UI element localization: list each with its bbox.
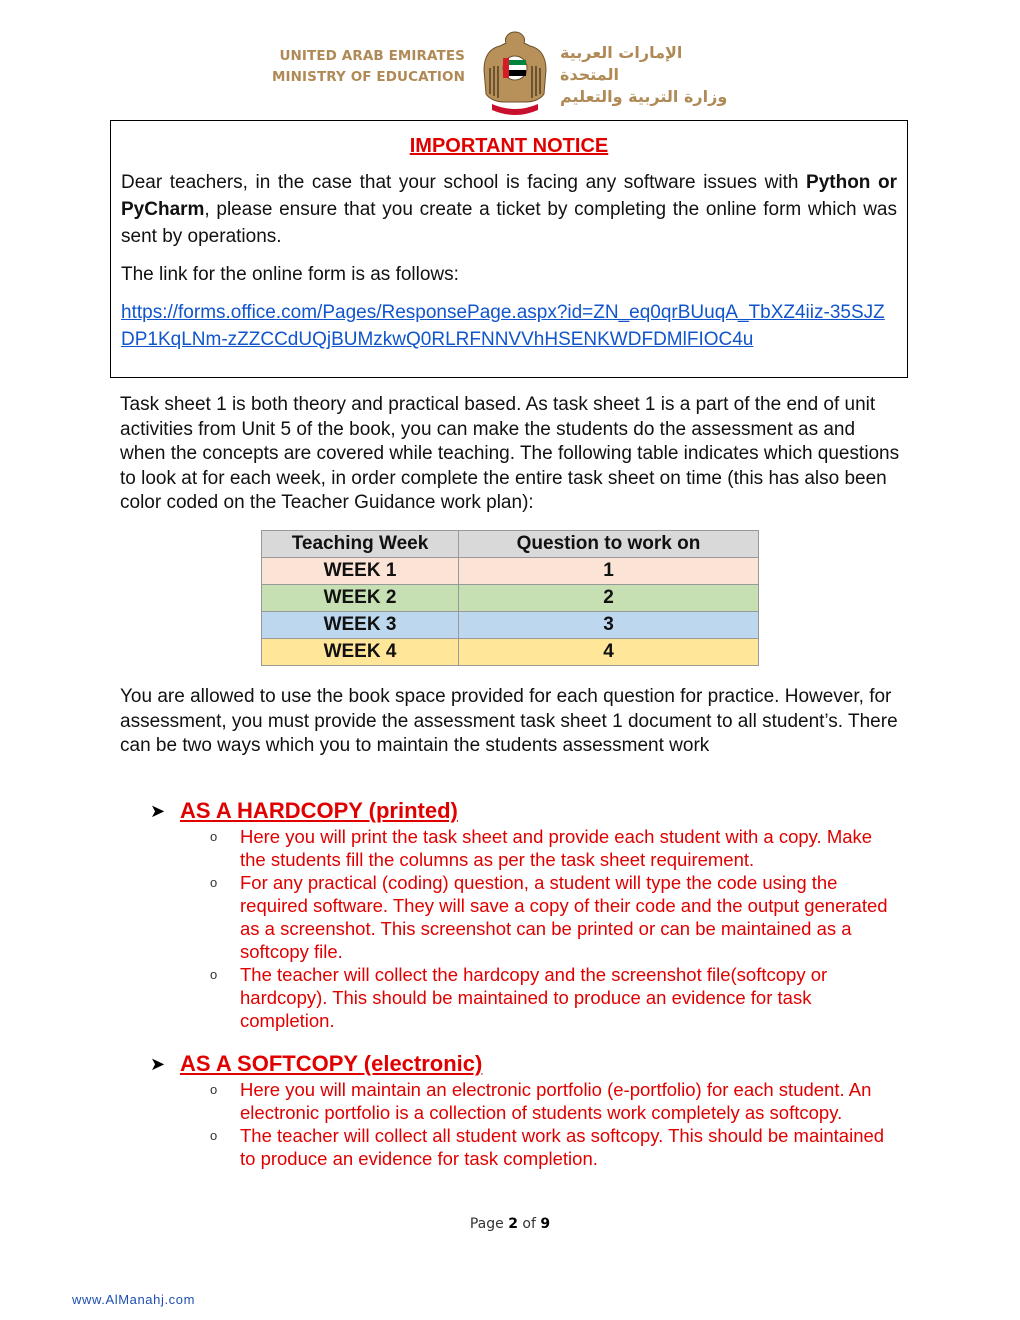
table-row [262, 612, 759, 639]
section-title: AS A SOFTCOPY (electronic) [180, 1051, 483, 1076]
circle-bullet-icon: o [210, 967, 218, 982]
item-text: The teacher will collect all student work as softcopy. This should be maintained to produce an evidence for task completion. [240, 1125, 885, 1169]
page-of: of [522, 1216, 536, 1232]
week-cell: WEEK 1 [262, 558, 459, 585]
table-row [262, 585, 759, 612]
circle-bullet-icon: o [210, 875, 218, 890]
list-item [150, 963, 900, 1032]
circle-bullet-icon: o [210, 1128, 218, 1143]
week-cell: WEEK 4 [262, 639, 459, 666]
week-cell: WEEK 3 [262, 612, 459, 639]
circle-bullet-icon: o [210, 829, 218, 844]
english-line-1: UNITED ARAB EMIRATES [279, 48, 465, 64]
uae-eagle-emblem-icon [480, 30, 550, 116]
item-text: For any practical (coding) question, a student will type the code using the required software. They will save a copy of their code and the output generated as a screenshot. This screenshot can be printed or can be maintained as a softcopy file. [240, 872, 888, 962]
intro-paragraph: Task sheet 1 is both theory and practical based. As task sheet 1 is a part of the end of unit activities from Unit 5 of the book, you can make the students do the assessment as and when the concepts are covered while teaching. The following table indicates which questions to look at for each week, in order complete the entire task sheet on time (this has also been color coded on the Teacher Guidance work plan): [120, 394, 900, 514]
table-row [262, 639, 759, 666]
section-heading [150, 797, 910, 825]
softcopy-items [150, 1078, 910, 1170]
week-cell: WEEK 2 [262, 585, 459, 612]
table-header-row [262, 531, 759, 558]
arabic-line-2: وزارة التربية والتعليم [560, 87, 728, 106]
list-item [150, 825, 900, 871]
notice-text-continued: , please ensure that you create a ticket by completing the online form which was sent by operations. [121, 199, 897, 247]
hardcopy-section [150, 797, 910, 1032]
online-form-link[interactable]: https://forms.office.com/Pages/ResponsePage.aspx?id=ZN_eq0qrBUuqA_TbXZ4iiz-35SJZDP1KqLNm-zZZCCdUQjBUMzkwQ0RLRFNNVVhHSENKWDFDMlFIOC4u [121, 302, 885, 350]
question-cell: 1 [459, 558, 759, 585]
arrow-bullet-icon: ➤ [150, 1053, 166, 1074]
softcopy-section [150, 1050, 910, 1170]
hardcopy-items [150, 825, 910, 1032]
notice-text: Dear teachers, in the case that your school is facing any software issues with [121, 172, 807, 193]
item-text: Here you will print the task sheet and provide each student with a copy. Make the students fill the columns as per the task sheet requirement. [240, 826, 873, 870]
important-notice-box [110, 120, 908, 378]
column-header-question: Question to work on [459, 531, 759, 558]
teaching-week-table [261, 530, 759, 666]
question-cell: 3 [459, 612, 759, 639]
ministry-name-english [272, 46, 465, 88]
question-cell: 2 [459, 585, 759, 612]
arabic-line-1: الإمارات العربية المتحدة [560, 43, 683, 84]
page-label: Page [469, 1216, 504, 1232]
website-link[interactable]: www.AlManahj.com [72, 1292, 196, 1307]
page-total: 9 [540, 1216, 551, 1232]
notice-bold-software: Python or PyCharm [121, 172, 897, 220]
assessment-paragraph: You are allowed to use the book space provided for each question for practice. However, for assessment, you must provide the assessment task sheet 1 document to all student’s. There can be two ways which you to maintain the students assessment work [120, 686, 898, 757]
notice-paragraph [121, 169, 897, 250]
notice-link-label: The link for the online form is as follows: [121, 264, 459, 285]
list-item [150, 1124, 900, 1170]
item-text: The teacher will collect the hardcopy and the screenshot file(softcopy or hardcopy). This should be maintained to produce an evidence for task completion. [240, 964, 828, 1031]
item-text: Here you will maintain an electronic portfolio (e-portfolio) for each student. An electronic portfolio is a collection of students work completely as softcopy. [240, 1079, 872, 1123]
ministry-name-arabic [560, 42, 745, 108]
notice-title: IMPORTANT NOTICE [409, 135, 609, 157]
page-current: 2 [508, 1216, 518, 1232]
list-item [150, 1078, 900, 1124]
question-cell: 4 [459, 639, 759, 666]
section-title: AS A HARDCOPY (printed) [180, 798, 458, 823]
section-heading [150, 1050, 910, 1078]
circle-bullet-icon: o [210, 1082, 218, 1097]
list-item [150, 871, 900, 963]
page-number [0, 1216, 1020, 1232]
document-header [0, 28, 1020, 118]
arrow-bullet-icon: ➤ [150, 800, 166, 821]
column-header-teaching-week: Teaching Week [262, 531, 459, 558]
english-line-2: MINISTRY OF EDUCATION [271, 69, 465, 85]
table-row [262, 558, 759, 585]
